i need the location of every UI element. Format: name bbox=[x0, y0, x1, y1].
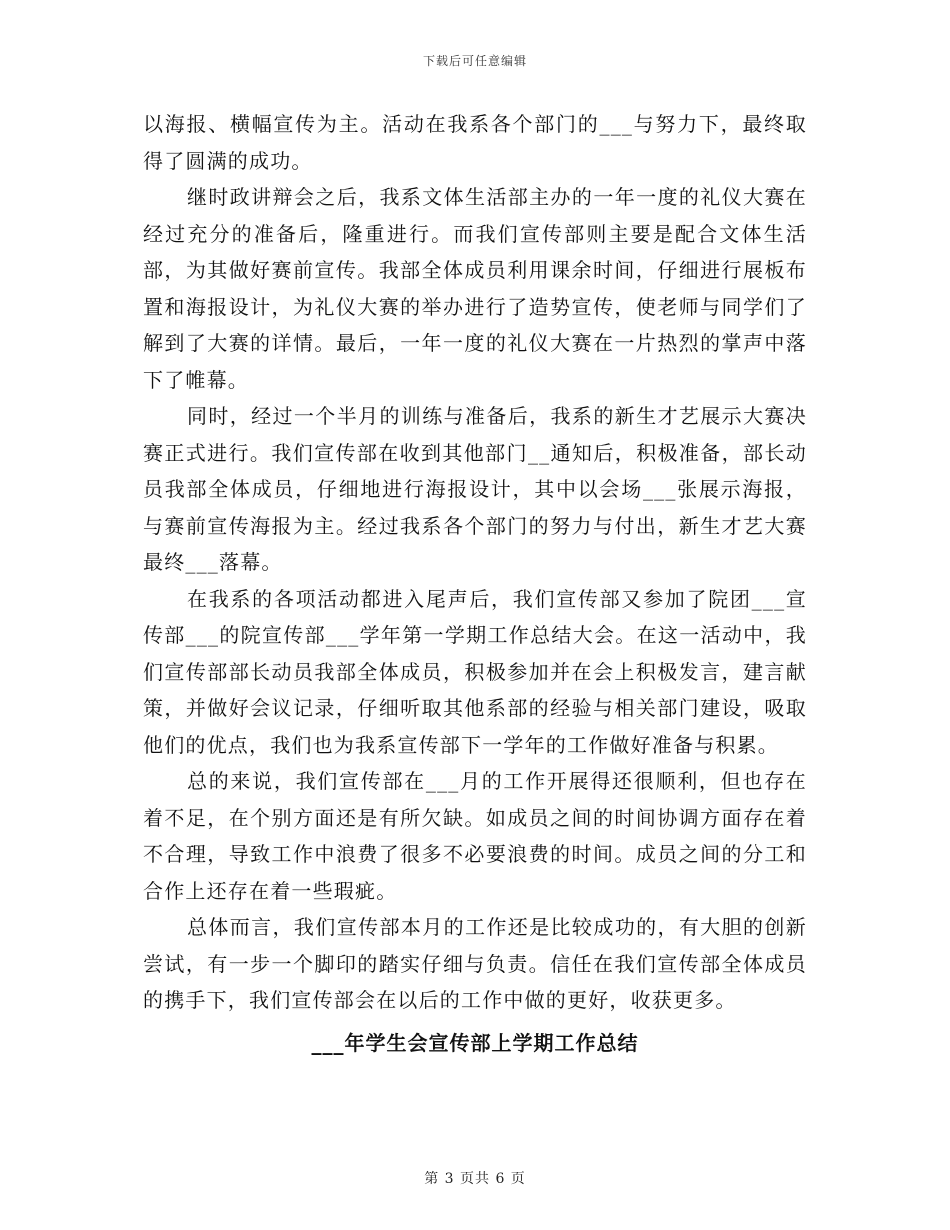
page-header: 下载后可任意编辑 bbox=[422, 54, 527, 68]
paragraph-talent-show: 同时，经过一个半月的训练与准备后，我系的新生才艺展示大赛决赛正式进行。我们宣传部在收到其他部门__通知后，积极准备，部长动员我部全体成员，仔细地进行海报设计，其中以会场___张展示海报，与赛前宣传海报为主。经过我系各个部门的努力与付出，新生才艺大赛最终___落幕。 bbox=[143, 404, 807, 574]
paragraph-conclusion: 总体而言，我们宣传部本月的工作还是比较成功的，有大胆的创新尝试，有一步一个脚印的踏实仔细与负责。信任在我们宣传部全体成员的携手下，我们宣传部会在以后的工作中做的更好，收获更多。 bbox=[143, 915, 807, 1012]
paragraph-etiquette-contest: 继时政讲辩会之后，我系文体生活部主办的一年一度的礼仪大赛在经过充分的准备后，隆重进行。而我们宣传部则主要是配合文体生活部，为其做好赛前宣传。我部全体成员利用课余时间，仔细进行展板布置和海报设计，为礼仪大赛的举办进行了造势宣传，使老师与同学们了解到了大赛的详情。最后，一年一度的礼仪大赛在一片热烈的掌声中落下了帷幕。 bbox=[143, 185, 807, 392]
paragraph-shortcomings: 总的来说，我们宣传部在___月的工作开展得还很顺利，但也存在着不足，在个别方面还是有所欠缺。如成员之间的时间协调方面存在着不合理，导致工作中浪费了很多不必要浪费的时间。成员之间的分工和合作上还存在着一些瑕疵。 bbox=[143, 769, 807, 903]
page-footer: 第 3 页共 6 页 bbox=[424, 1171, 526, 1187]
document-body bbox=[143, 106, 807, 1061]
paragraph-summary-meeting: 在我系的各项活动都进入尾声后，我们宣传部又参加了院团___宣传部___的院宣传部___学年第一学期工作总结大会。在这一活动中，我们宣传部部长动员我部全体成员，积极参加并在会上积极发言，建言献策，并做好会议记录，仔细听取其他系部的经验与相关部门建设，吸取他们的优点，我们也为我系宣传部下一学年的工作做好准备与积累。 bbox=[143, 586, 807, 757]
next-document-title: ___年学生会宣传部上学期工作总结 bbox=[311, 1030, 639, 1055]
paragraph-continuation: 以海报、横幅宣传为主。活动在我系各个部门的___与努力下，最终取得了圆满的成功。 bbox=[143, 112, 807, 173]
